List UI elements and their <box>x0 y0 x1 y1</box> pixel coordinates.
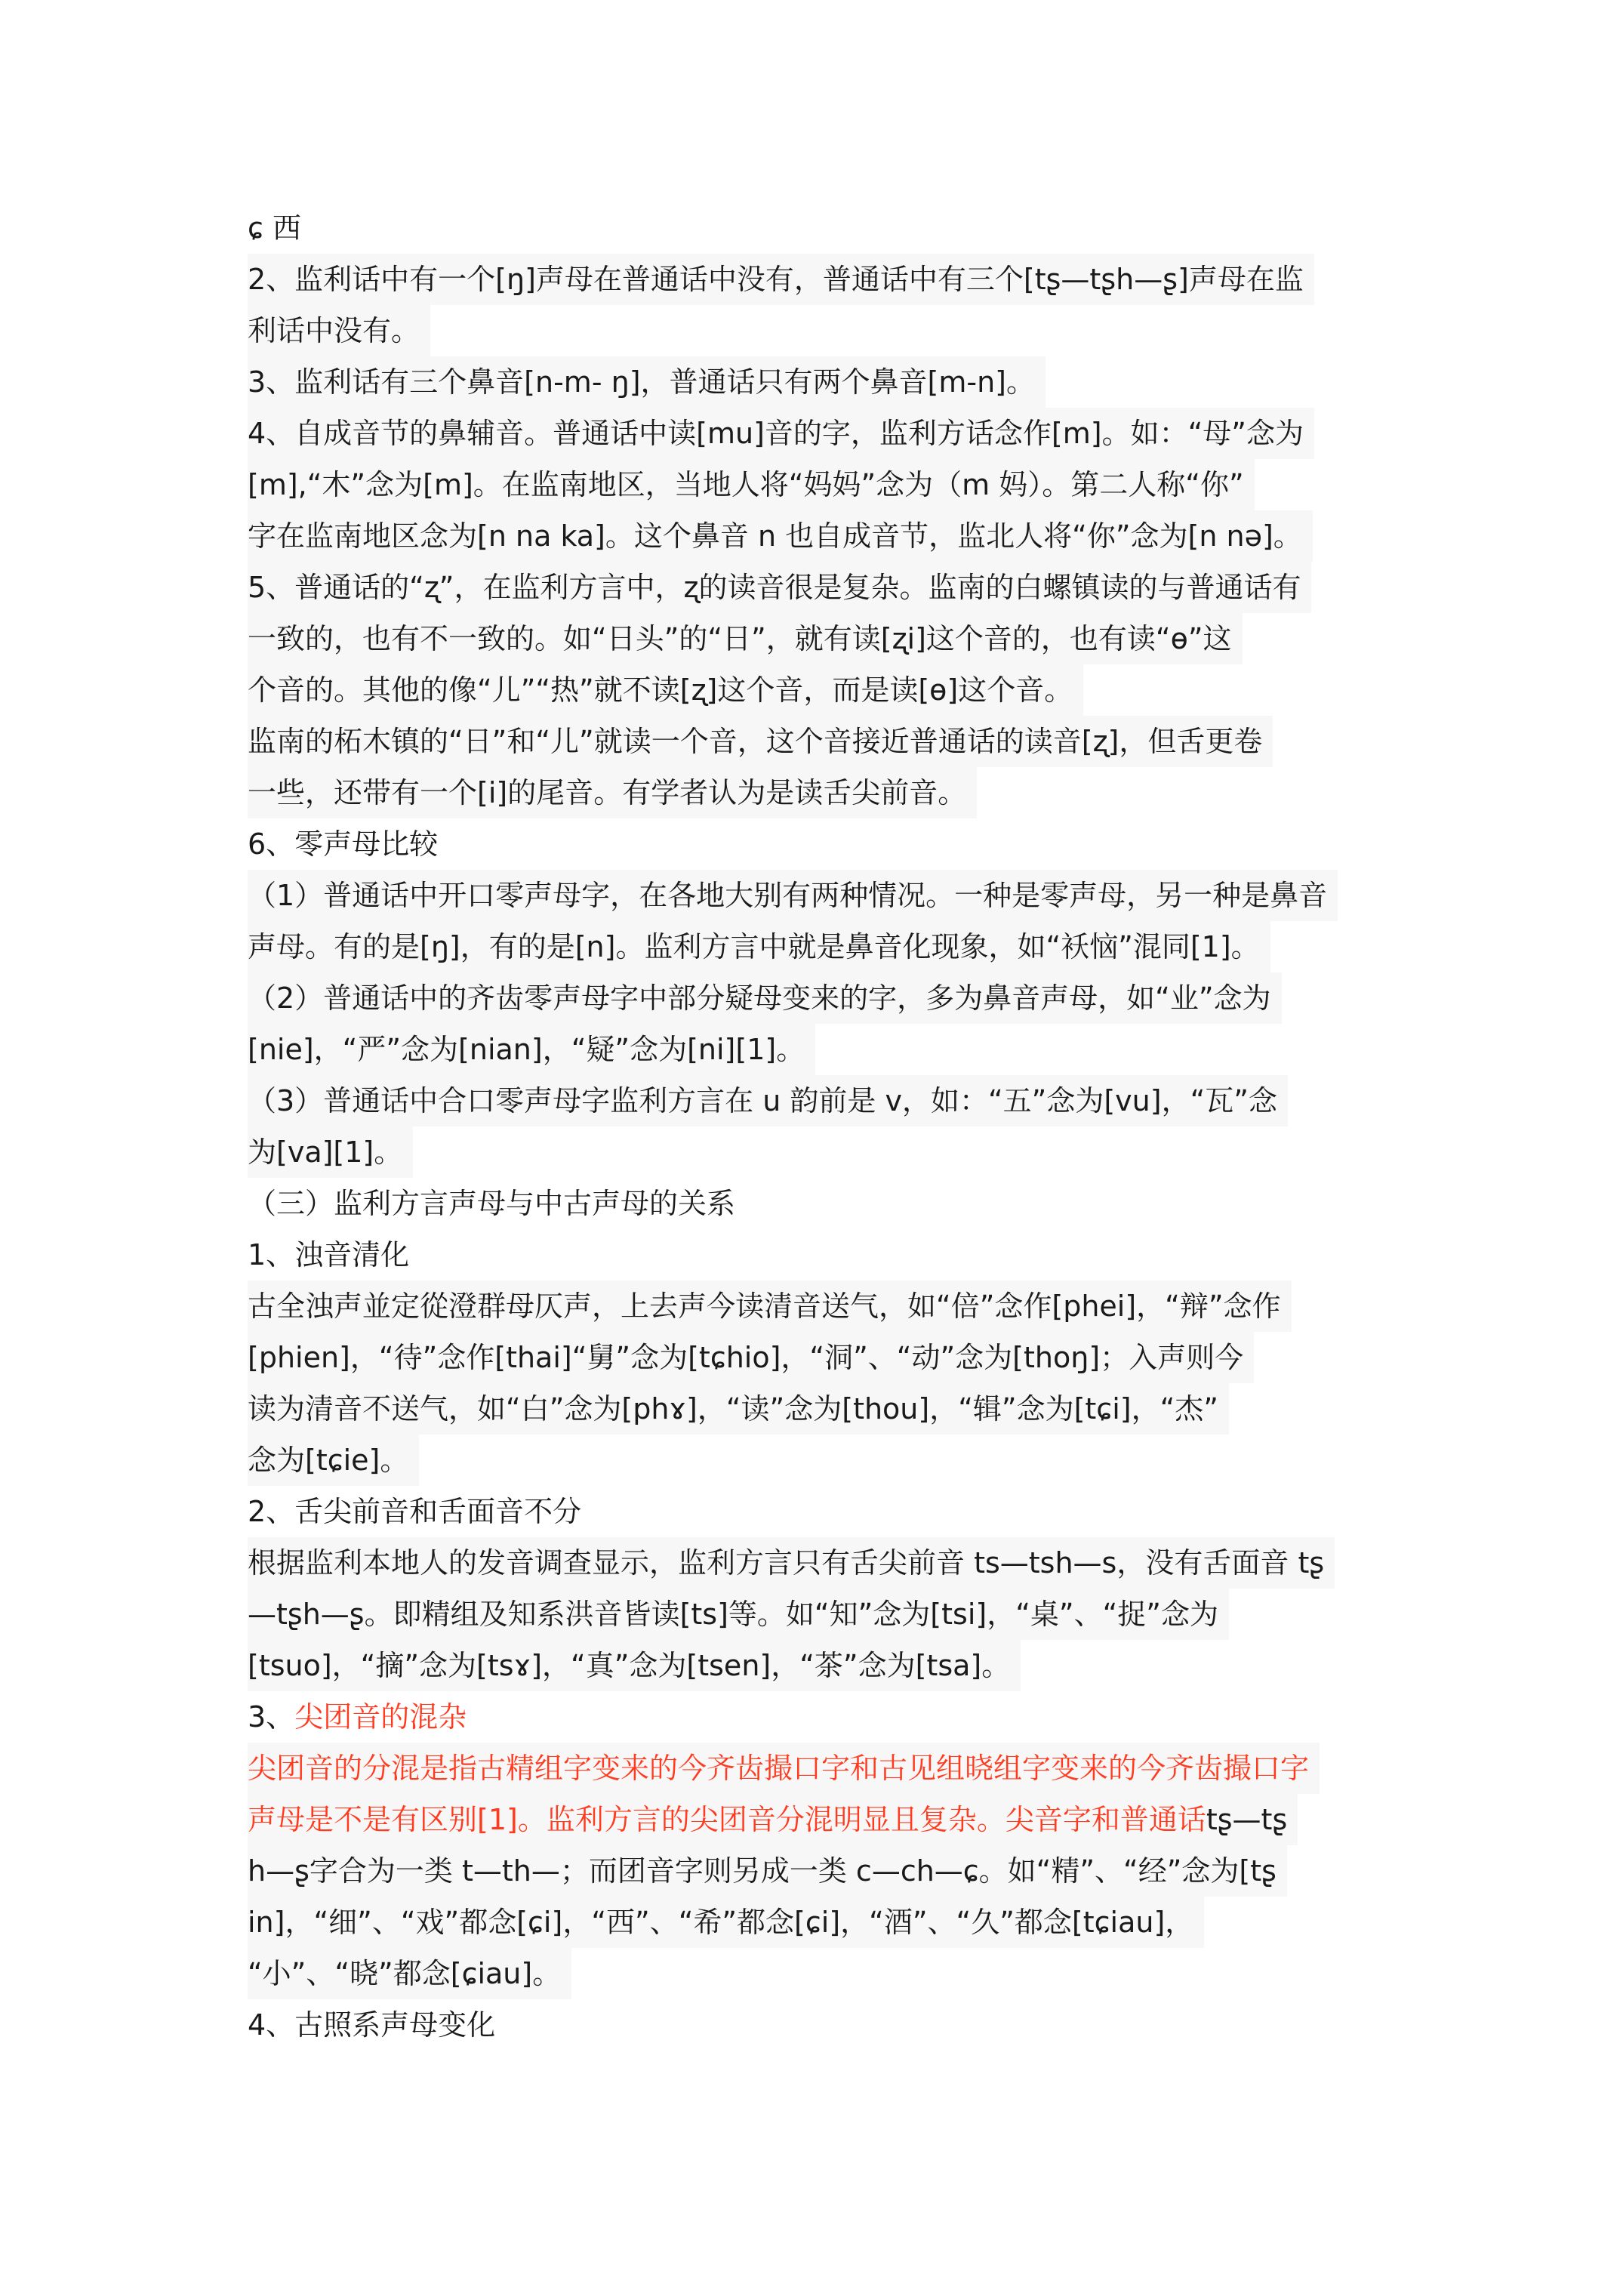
text-line: 根据监利本地人的发音调查显示，监利方言只有舌尖前音 ts—tsh—s，没有舌面音 tʂ <box>248 1537 1335 1589</box>
text-line: 古全浊声並定從澄群母仄声，上去声今读清音送气，如“倍”念作[phei]，“辩”念作 <box>248 1281 1292 1332</box>
text-line: ɕ 西 <box>248 211 301 245</box>
highlighted-line: 尖团音的分混是指古精组字变来的今齐齿撮口字和古见组晓组字变来的今齐齿撮口字 <box>248 1743 1320 1794</box>
text-line: in]，“细”、“戏”都念[ɕi]，“西”、“希”都念[ɕi]，“酒”、“久”都念[tɕiau]， <box>248 1897 1204 1948</box>
section-heading: 2、舌尖前音和舌面音不分 <box>248 1495 582 1528</box>
text-line: 2、监利话中有一个[ŋ]声母在普通话中没有，普通话中有三个[tʂ—tʂh—ʂ]声母在监 <box>248 254 1314 305</box>
text-line: 个音的。其他的像“儿”“热”就不读[ʐ]这个音，而是读[ɵ]这个音。 <box>248 664 1083 716</box>
text-line: （1）普通话中开口零声母字，在各地大别有两种情况。一种是零声母，另一种是鼻音 <box>248 870 1338 921</box>
section-heading: （三）监利方言声母与中古声母的关系 <box>248 1187 736 1220</box>
text-line: 利话中没有。 <box>248 305 430 356</box>
highlighted-segment: 声母是不是有区别[1]。监利方言的尖团音分混明显且复杂。尖音字和普通话 <box>248 1803 1206 1836</box>
section-heading <box>248 1691 477 1743</box>
text-line: 一致的，也有不一致的。如“日头”的“日”，就有读[ʐi]这个音的，也有读“ɵ”这 <box>248 613 1243 664</box>
text-line: （2）普通话中的齐齿零声母字中部分疑母变来的字，多为鼻音声母，如“业”念为 <box>248 972 1282 1024</box>
section-heading: 1、浊音清化 <box>248 1238 410 1271</box>
text-line: 读为清音不送气，如“白”念为[phɤ]，“读”念为[thou]，“辑”念为[tɕi]，“杰” <box>248 1383 1229 1435</box>
text-line: 字在监南地区念为[n na ka]。这个鼻音 n 也自成音节，监北人将“你”念为[n nə]。 <box>248 510 1313 562</box>
text-line <box>248 1794 1298 1845</box>
text-line: [tsuo]，“摘”念为[tsɤ]，“真”念为[tsen]，“茶”念为[tsa]。 <box>248 1640 1021 1691</box>
text-line: 为[va][1]。 <box>248 1126 413 1178</box>
text-segment: tʂ—tʂ <box>1206 1803 1288 1836</box>
text-line: 4、自成音节的鼻辅音。普通话中读[mu]音的字，监利方话念作[m]。如：“母”念为 <box>248 408 1314 459</box>
text-line: [nie]，“严”念为[nian]，“疑”念为[ni][1]。 <box>248 1024 815 1075</box>
text-line: 声母。有的是[ŋ]，有的是[n]。监利方言中就是鼻音化现象，如“袄恼”混同[1]。 <box>248 921 1270 972</box>
text-line: [m],“木”念为[m]。在监南地区，当地人将“妈妈”念为（m 妈）。第二人称“你” <box>248 459 1255 510</box>
text-line: 念为[tɕie]。 <box>248 1435 419 1486</box>
document-body <box>248 202 1425 2051</box>
section-heading: 4、古照系声母变化 <box>248 2008 496 2042</box>
text-line: h—ʂ字合为一类 t—th—；而团音字则另成一类 c—ch—ɕ。如“精”、“经”念为[tʂ <box>248 1845 1287 1897</box>
section-heading: 6、零声母比较 <box>248 827 439 861</box>
heading-number: 3、 <box>248 1700 295 1734</box>
heading-highlight: 尖团音的混杂 <box>294 1700 467 1734</box>
text-line: 监南的柘木镇的“日”和“儿”就读一个音，这个音接近普通话的读音[ʐ]，但舌更卷 <box>248 716 1273 767</box>
text-line: （3）普通话中合口零声母字监利方言在 u 韵前是 v，如：“五”念为[vu]，“瓦”念 <box>248 1075 1288 1126</box>
text-line: 3、监利话有三个鼻音[n-m- ŋ]，普通话只有两个鼻音[m-n]。 <box>248 356 1046 408</box>
text-line: 一些，还带有一个[i]的尾音。有学者认为是读舌尖前音。 <box>248 767 977 818</box>
text-line: 5、普通话的“ʐ”，在监利方言中，ʐ的读音很是复杂。监南的白螺镇读的与普通话有 <box>248 562 1311 613</box>
text-line: [phien]，“待”念作[thai]“舅”念为[tɕhio]，“洞”、“动”念为[thoŋ]；入声则今 <box>248 1332 1254 1383</box>
text-line: —tʂh—ʂ。即精组及知系洪音皆读[ts]等。如“知”念为[tsi]，“桌”、“捉”念为 <box>248 1589 1229 1640</box>
text-line: “小”、“晓”都念[ɕiau]。 <box>248 1948 571 1999</box>
